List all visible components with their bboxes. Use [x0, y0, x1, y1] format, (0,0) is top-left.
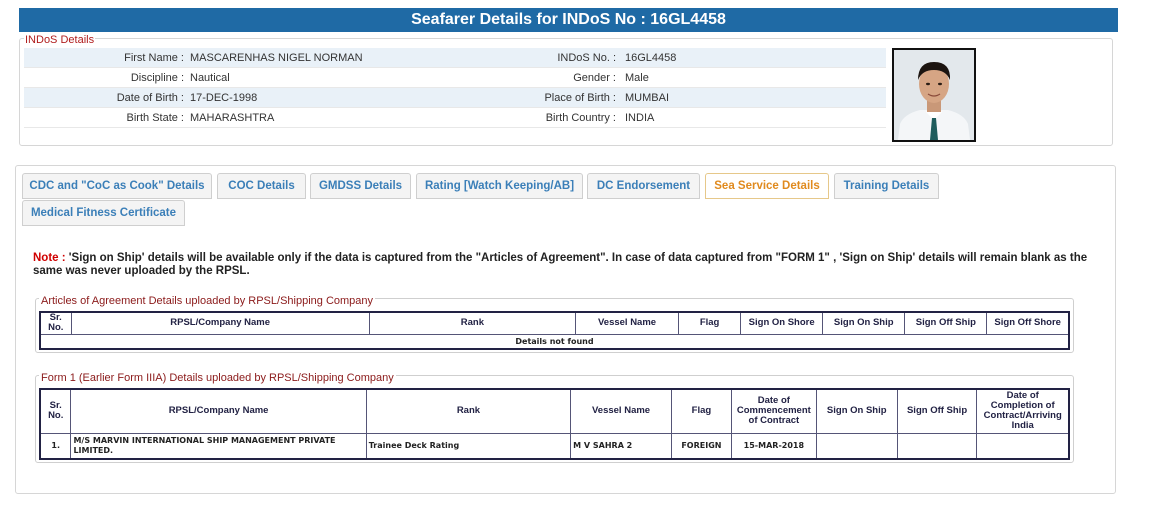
discipline-value: Nautical [190, 72, 230, 84]
seafarer-photo [892, 48, 976, 142]
discipline-label: Discipline : [130, 72, 184, 84]
details-not-found: Details not found [40, 334, 1069, 349]
form1-cell-rank: Trainee Deck Rating [366, 433, 570, 459]
articles-col-sign-off-shore: Sign Off Shore [987, 312, 1069, 334]
form1-cell-company: M/S MARVIN INTERNATIONAL SHIP MANAGEMENT PRIVATE LIMITED. [71, 433, 366, 459]
form1-cell-commencement: 15-MAR-2018 [731, 433, 816, 459]
articles-col-company: RPSL/Company Name [71, 312, 369, 334]
info-row-birth-state [24, 108, 886, 128]
form1-legend: Form 1 (Earlier Form IIIA) Details uploaded by RPSL/Shipping Company [41, 372, 394, 384]
birth-country-label: Birth Country : [545, 112, 616, 124]
form1-header-row [40, 389, 1069, 433]
birth-country-value: INDIA [625, 112, 655, 124]
form1-cell-flag: FOREIGN [671, 433, 731, 459]
tab-medical-fitness-certificate[interactable]: Medical Fitness Certificate [22, 200, 185, 226]
tab-cdc-details[interactable]: CDC and "CoC as Cook" Details [22, 173, 212, 199]
form1-cell-sign-off-ship [897, 433, 977, 459]
tab-dc-endorsement[interactable]: DC Endorsement [587, 173, 700, 199]
info-row-first-name [24, 48, 886, 68]
articles-empty-row [40, 334, 1069, 349]
articles-col-sr-no: Sr. No. [40, 312, 71, 334]
form1-cell-sign-on-ship [816, 433, 897, 459]
form1-col-flag: Flag [671, 389, 731, 433]
articles-col-sign-on-ship: Sign On Ship [823, 312, 905, 334]
form1-cell-completion [977, 433, 1069, 459]
form1-col-commencement: Date of Commencement of Contract [731, 389, 816, 433]
form1-col-company: RPSL/Company Name [71, 389, 366, 433]
form1-col-rank: Rank [366, 389, 570, 433]
tab-rating-watch-keeping[interactable]: Rating [Watch Keeping/AB] [416, 173, 583, 199]
articles-table [39, 311, 1070, 350]
form1-table [39, 388, 1070, 460]
tab-coc-details[interactable]: COC Details [217, 173, 306, 199]
form1-cell-vessel: M V SAHRA 2 [571, 433, 672, 459]
note-text: 'Sign on Ship' details will be available only if the data is captured from the "Articles of Agreement". In case of data captured from "FORM 1" , 'Sign on Ship' details will remain blank as the same was never uploaded by the RPSL. [33, 252, 1088, 277]
articles-header-row [40, 312, 1069, 334]
tab-gmdss-details[interactable]: GMDSS Details [310, 173, 411, 199]
articles-col-vessel: Vessel Name [575, 312, 678, 334]
articles-col-sign-on-shore: Sign On Shore [741, 312, 823, 334]
birth-state-value: MAHARASHTRA [190, 112, 275, 124]
info-row-dob [24, 88, 886, 108]
articles-col-rank: Rank [369, 312, 575, 334]
form1-cell-sr-no: 1. [40, 433, 71, 459]
tab-training-details[interactable]: Training Details [834, 173, 939, 199]
indos-details-legend: INDoS Details [25, 34, 95, 46]
sea-service-note [33, 252, 1093, 278]
form1-col-vessel: Vessel Name [571, 389, 672, 433]
gender-label: Gender : [573, 72, 616, 84]
table-row [40, 433, 1069, 459]
form1-col-completion: Date of Completion of Contract/Arriving India [977, 389, 1069, 433]
dob-label: Date of Birth : [116, 92, 184, 104]
first-name-label: First Name : [124, 52, 184, 64]
tab-sea-service-details[interactable]: Sea Service Details [705, 173, 829, 199]
info-row-discipline [24, 68, 886, 88]
dob-value: 17-DEC-1998 [190, 92, 258, 104]
articles-legend: Articles of Agreement Details uploaded by RPSL/Shipping Company [41, 295, 374, 307]
form1-col-sign-off-ship: Sign Off Ship [897, 389, 977, 433]
articles-col-flag: Flag [679, 312, 741, 334]
indos-no-value: 16GL4458 [625, 52, 677, 64]
gender-value: Male [625, 72, 649, 84]
form1-col-sr-no: Sr. No. [40, 389, 71, 433]
page-title: Seafarer Details for INDoS No : 16GL4458 [19, 8, 1118, 32]
indos-no-label: INDoS No. : [557, 52, 616, 64]
birth-state-label: Birth State : [126, 112, 184, 124]
articles-col-sign-off-ship: Sign Off Ship [905, 312, 987, 334]
note-label: Note : [33, 252, 66, 264]
first-name-value: MASCARENHAS NIGEL NORMAN [190, 52, 363, 64]
place-of-birth-value: MUMBAI [625, 92, 669, 104]
form1-col-sign-on-ship: Sign On Ship [816, 389, 897, 433]
place-of-birth-label: Place of Birth : [544, 92, 616, 104]
